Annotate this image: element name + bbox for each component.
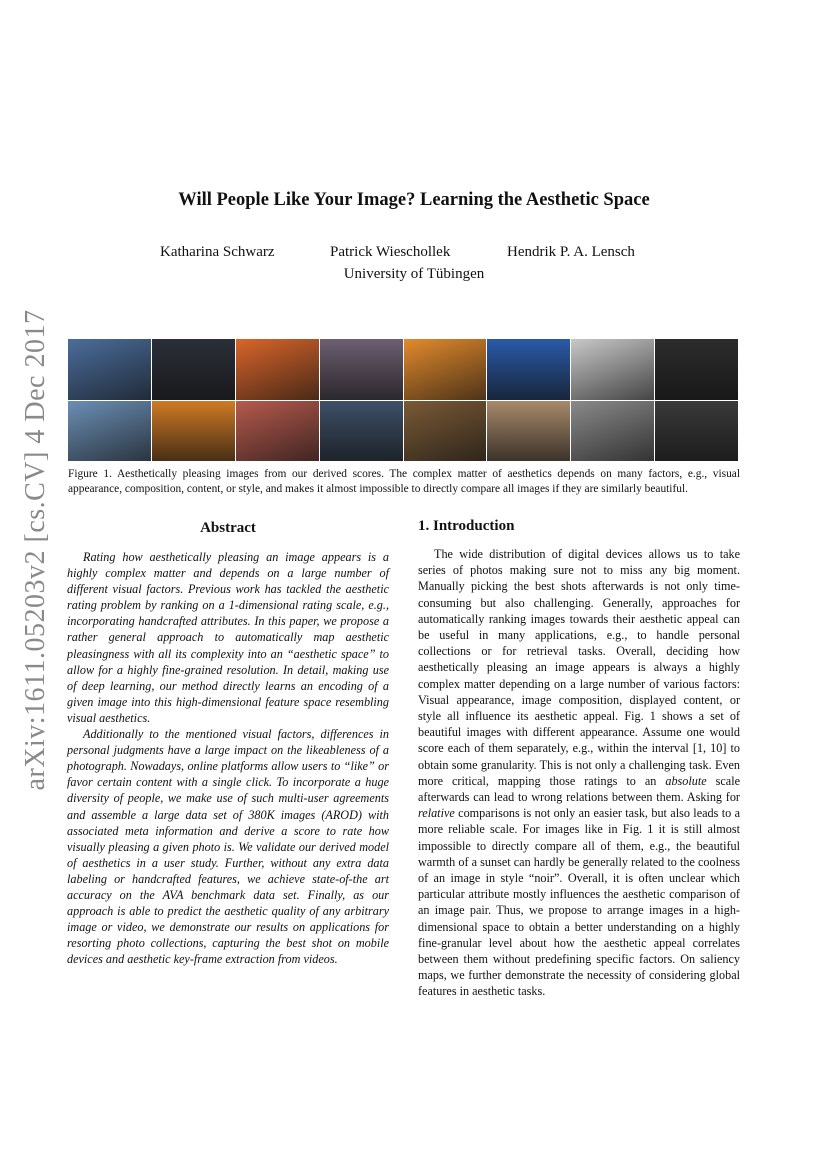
arxiv-identifier: arXiv:1611.05203v2 [cs.CV] 4 Dec 2017 <box>20 309 51 791</box>
author-name: Patrick Wieschollek <box>330 244 451 260</box>
abstract-paragraph: Rating how aesthetically pleasing an image appears is a highly complex matter and depends on a large number of different visual factors. Previous work has tackled the aesthetic rating problem by ranking on a 1-dimensional rating scale, e.g., incorporating handcrafted attributes. In this paper, we propose a rather general approach to automatically map aesthetic pleasingness with all its complexity into an “aesthetic space” to allow for a highly fine-grained resolution. In detail, making use of deep learning, our method directly learns an encoding of a given image into this high-dimensional feature space resembling visual aesthetics. <box>67 550 389 725</box>
abstract-section <box>67 520 389 967</box>
abstract-body <box>67 549 389 967</box>
intro-text: comparisons is not only an easier task, but also leads to a more reliable scale. For images like in Fig. 1 it is still almost impossible to directly compare all of them, e.g., the beautiful warmth of a sunset can hardly be generally related to the coolness of an image in style “noir”. Overall, it is often unclear which particular attribute mostly influences the aesthetic comparison of an image pair. Thus, we propose to arrange images in a high-dimensional space to obtain a better understanding on a highly fine-granular level about how the aesthetic appeal correlates between them without predefining specific factors. On saliency maps, we further demonstrate the necessity of considering global features in aesthetic tasks. <box>418 806 740 999</box>
abstract-paragraph: Additionally to the mentioned visual factors, differences in personal judgments have a large impact on the likeableness of a photograph. Nowadays, online platforms allow users to “like” or favor certain content with a single click. To incorporate a huge diversity of people, we make use of such multi-user agreements and assemble a large data set of 380K images (AROD) with associated meta information and derive a score to rate how visually pleasing a given photo is. We validate our derived model of aesthetics in a user study. Further, without any extra data labeling or handcrafted features, we achieve state-of-the art accuracy on the AVA benchmark data set. Finally, as our approach is able to predict the aesthetic quality of any arbitrary image or video, we demonstrate our results on applications for resorting photo collections, capturing the best shot on mobile devices and aesthetic key-frame extraction from videos. <box>67 727 389 967</box>
figure-photo <box>655 339 738 400</box>
arxiv-sidebar <box>14 300 58 800</box>
author-name: Katharina Schwarz <box>160 244 275 260</box>
intro-text: scale afterwards can lead to wrong relations between them. Asking for <box>418 773 740 805</box>
introduction-paragraph <box>418 546 740 1000</box>
intro-emphasis: relative <box>418 806 455 821</box>
figure-photo <box>152 401 235 462</box>
paper-title: Will People Like Your Image? Learning the Aesthetic Space <box>178 190 650 210</box>
figure-photo <box>236 401 319 462</box>
introduction-section <box>418 518 740 1000</box>
abstract-heading: Abstract <box>200 520 256 536</box>
figure-photo <box>320 339 403 400</box>
figure-photo <box>571 401 654 462</box>
figure-photo <box>571 339 654 400</box>
figure-caption: Figure 1. Aesthetically pleasing images from our derived scores. The complex matter of aesthetics depends on many factors, e.g., visual appearance, composition, content, or style, and makes it almost impossible to directly compare all images if they are similarly beautiful. <box>68 468 740 495</box>
figure-photo <box>152 339 235 400</box>
figure-photo <box>320 401 403 462</box>
intro-text: The wide distribution of digital devices allows us to take series of photos making sure not to miss any big moment. Manually picking the best shots afterwards is not only time-consuming but also challenging. Generally, approaches for automatically ranking images towards their aesthetic appeal can be useful in many applications, e.g., to handle personal collections or for retrieval tasks. Overall, deciding how aesthetically pleasing an image appears is always a highly complex matter depending on a large number of various factors: Visual appearance, image composition, displayed content, or style all influence its aesthetic appeal. Fig. 1 shows a set of beautiful images with different appearance. Assume one would score each of them separately, e.g., within the interval [1, 10] to obtain some granularity. This is not only a challenging task. Even more critical, mapping those ratings to an <box>418 547 740 788</box>
figure-photo <box>487 401 570 462</box>
figure-photo <box>68 401 151 462</box>
figure-photo <box>487 339 570 400</box>
figure-photo <box>404 339 487 400</box>
author-name: Hendrik P. A. Lensch <box>507 244 635 260</box>
figure-photo <box>655 401 738 462</box>
figure-photo <box>68 339 151 400</box>
figure-photo <box>404 401 487 462</box>
introduction-body <box>418 546 740 1000</box>
figure-image-grid <box>68 339 738 461</box>
introduction-heading: 1. Introduction <box>418 518 515 534</box>
affiliation: University of Tübingen <box>343 266 485 282</box>
intro-emphasis: absolute <box>665 773 707 788</box>
figure-photo <box>236 339 319 400</box>
